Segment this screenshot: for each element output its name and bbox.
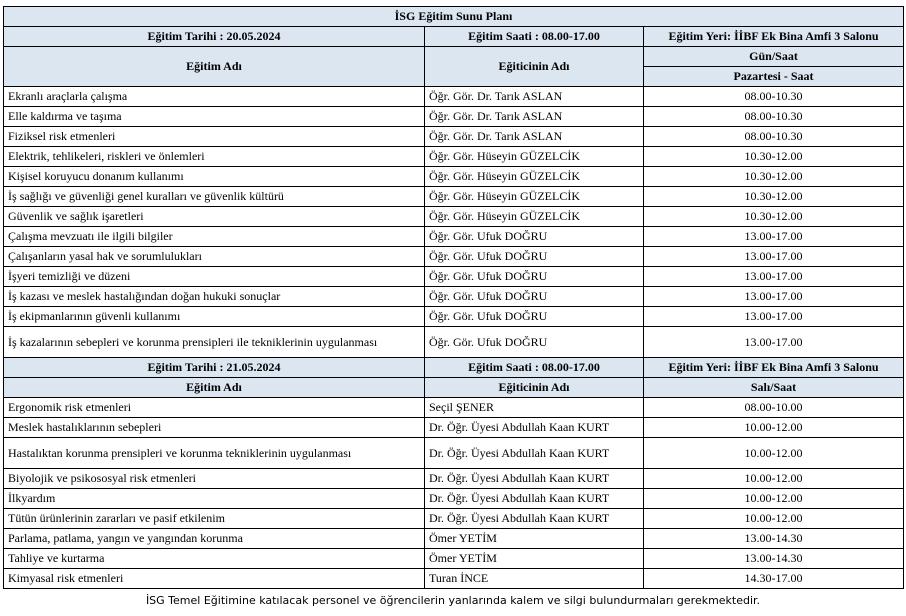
table-row — [4, 569, 904, 589]
training-name-cell: Parlama, patlama, yangın ve yangından korunma — [4, 529, 425, 549]
table-row — [4, 438, 904, 469]
session-1-time: Eğitim Saati : 08.00-17.00 — [425, 27, 644, 47]
plan-title: İSG Eğitim Sunu Planı — [4, 7, 904, 27]
training-name-cell: İş kazalarının sebepleri ve korunma prensipleri ile tekniklerinin uygulanması — [4, 327, 425, 358]
table-row — [4, 469, 904, 489]
session-2-column-header-row — [4, 378, 904, 398]
table-row — [4, 167, 904, 187]
trainer-name-cell: Turan İNCE — [425, 569, 644, 589]
table-row — [4, 87, 904, 107]
training-name-cell: İş ekipmanlarının güvenli kullanımı — [4, 307, 425, 327]
trainer-name-cell: Öğr. Gör. Dr. Tarık ASLAN — [425, 127, 644, 147]
time-slot-cell: 13.00-17.00 — [644, 267, 904, 287]
table-row — [4, 227, 904, 247]
session-2-time: Eğitim Saati : 08.00-17.00 — [425, 358, 644, 378]
session-1-column-header-row — [4, 47, 904, 67]
session-2-place: Eğitim Yeri: İİBF Ek Bina Amfi 3 Salonu — [644, 358, 904, 378]
table-row — [4, 187, 904, 207]
trainer-name-cell: Ömer YETİM — [425, 529, 644, 549]
table-row — [4, 267, 904, 287]
session-2-info-row — [4, 358, 904, 378]
session-2-col-trainer: Eğiticinin Adı — [425, 378, 644, 398]
training-name-cell: Güvenlik ve sağlık işaretleri — [4, 207, 425, 227]
training-name-cell: Kimyasal risk etmenleri — [4, 569, 425, 589]
time-slot-cell: 10.30-12.00 — [644, 167, 904, 187]
training-plan-table — [3, 6, 904, 589]
session-2-col-day-header: Salı/Saat — [644, 378, 904, 398]
training-name-cell: Çalışma mevzuatı ile ilgili bilgiler — [4, 227, 425, 247]
time-slot-cell: 13.00-17.00 — [644, 227, 904, 247]
table-row — [4, 127, 904, 147]
training-name-cell: Elle kaldırma ve taşıma — [4, 107, 425, 127]
session-1-col-day-header: Gün/Saat — [644, 47, 904, 67]
table-row — [4, 247, 904, 267]
trainer-name-cell: Dr. Öğr. Üyesi Abdullah Kaan KURT — [425, 418, 644, 438]
trainer-name-cell: Öğr. Gör. Ufuk DOĞRU — [425, 247, 644, 267]
trainer-name-cell: Seçil ŞENER — [425, 398, 644, 418]
training-name-cell: Ergonomik risk etmenleri — [4, 398, 425, 418]
time-slot-cell: 13.00-17.00 — [644, 287, 904, 307]
training-name-cell: Hastalıktan korunma prensipleri ve korunma tekniklerinin uygulanması — [4, 438, 425, 469]
time-slot-cell: 08.00-10.30 — [644, 127, 904, 147]
time-slot-cell: 13.00-17.00 — [644, 327, 904, 358]
table-row — [4, 147, 904, 167]
time-slot-cell: 10.00-12.00 — [644, 469, 904, 489]
time-slot-cell: 13.00-14.30 — [644, 529, 904, 549]
session-1-rows — [4, 87, 904, 358]
plan-title-row — [4, 7, 904, 27]
table-row — [4, 549, 904, 569]
training-name-cell: Kişisel koruyucu donanım kullanımı — [4, 167, 425, 187]
training-name-cell: İlkyardım — [4, 489, 425, 509]
training-name-cell: Fiziksel risk etmenleri — [4, 127, 425, 147]
trainer-name-cell: Öğr. Gör. Dr. Tarık ASLAN — [425, 107, 644, 127]
time-slot-cell: 13.00-17.00 — [644, 307, 904, 327]
training-name-cell: Biyolojik ve psikososyal risk etmenleri — [4, 469, 425, 489]
training-plan-body — [4, 7, 904, 87]
trainer-name-cell: Öğr. Gör. Hüseyin GÜZELCİK — [425, 187, 644, 207]
table-row — [4, 529, 904, 549]
session-1-date: Eğitim Tarihi : 20.05.2024 — [4, 27, 425, 47]
trainer-name-cell: Öğr. Gör. Ufuk DOĞRU — [425, 327, 644, 358]
table-row — [4, 207, 904, 227]
table-row — [4, 398, 904, 418]
footer-note: İSG Temel Eğitimine katılacak personel ve öğrencilerin yanlarında kalem ve silgi bulundurmaları gerekmektedir. — [145, 594, 761, 607]
time-slot-cell: 10.30-12.00 — [644, 147, 904, 167]
trainer-name-cell: Öğr. Gör. Ufuk DOĞRU — [425, 307, 644, 327]
time-slot-cell: 13.00-14.30 — [644, 549, 904, 569]
training-name-cell: Çalışanların yasal hak ve sorumlulukları — [4, 247, 425, 267]
session-2-col-training: Eğitim Adı — [4, 378, 425, 398]
time-slot-cell: 13.00-17.00 — [644, 247, 904, 267]
table-row — [4, 327, 904, 358]
trainer-name-cell: Dr. Öğr. Üyesi Abdullah Kaan KURT — [425, 489, 644, 509]
time-slot-cell: 10.00-12.00 — [644, 509, 904, 529]
time-slot-cell: 14.30-17.00 — [644, 569, 904, 589]
trainer-name-cell: Dr. Öğr. Üyesi Abdullah Kaan KURT — [425, 438, 644, 469]
trainer-name-cell: Öğr. Gör. Dr. Tarık ASLAN — [425, 87, 644, 107]
table-row — [4, 307, 904, 327]
table-row — [4, 287, 904, 307]
training-name-cell: Tahliye ve kurtarma — [4, 549, 425, 569]
time-slot-cell: 08.00-10.30 — [644, 87, 904, 107]
session-2-rows — [4, 398, 904, 589]
trainer-name-cell: Öğr. Gör. Hüseyin GÜZELCİK — [425, 147, 644, 167]
table-row — [4, 489, 904, 509]
time-slot-cell: 10.00-12.00 — [644, 438, 904, 469]
table-row — [4, 509, 904, 529]
trainer-name-cell: Öğr. Gör. Ufuk DOĞRU — [425, 267, 644, 287]
session-1-col-day-sub: Pazartesi - Saat — [644, 67, 904, 87]
session-1-place: Eğitim Yeri: İİBF Ek Bina Amfi 3 Salonu — [644, 27, 904, 47]
training-name-cell: Ekranlı araçlarla çalışma — [4, 87, 425, 107]
time-slot-cell: 10.30-12.00 — [644, 207, 904, 227]
trainer-name-cell: Öğr. Gör. Ufuk DOĞRU — [425, 227, 644, 247]
time-slot-cell: 10.00-12.00 — [644, 489, 904, 509]
training-name-cell: İşyeri temizliği ve düzeni — [4, 267, 425, 287]
training-name-cell: İş sağlığı ve güvenliği genel kuralları ve güvenlik kültürü — [4, 187, 425, 207]
training-name-cell: İş kazası ve meslek hastalığından doğan hukuki sonuçlar — [4, 287, 425, 307]
training-name-cell: Meslek hastalıklarının sebepleri — [4, 418, 425, 438]
trainer-name-cell: Dr. Öğr. Üyesi Abdullah Kaan KURT — [425, 509, 644, 529]
table-row — [4, 107, 904, 127]
session-1-info-row — [4, 27, 904, 47]
session-1-col-training: Eğitim Adı — [4, 47, 425, 87]
trainer-name-cell: Öğr. Gör. Hüseyin GÜZELCİK — [425, 167, 644, 187]
time-slot-cell: 08.00-10.30 — [644, 107, 904, 127]
training-name-cell: Elektrik, tehlikeleri, riskleri ve önlemleri — [4, 147, 425, 167]
time-slot-cell: 08.00-10.00 — [644, 398, 904, 418]
session-2-date: Eğitim Tarihi : 21.05.2024 — [4, 358, 425, 378]
session-1-col-trainer: Eğiticinin Adı — [425, 47, 644, 87]
trainer-name-cell: Öğr. Gör. Hüseyin GÜZELCİK — [425, 207, 644, 227]
trainer-name-cell: Ömer YETİM — [425, 549, 644, 569]
time-slot-cell: 10.00-12.00 — [644, 418, 904, 438]
trainer-name-cell: Öğr. Gör. Ufuk DOĞRU — [425, 287, 644, 307]
trainer-name-cell: Dr. Öğr. Üyesi Abdullah Kaan KURT — [425, 469, 644, 489]
table-row — [4, 418, 904, 438]
time-slot-cell: 10.30-12.00 — [644, 187, 904, 207]
training-name-cell: Tütün ürünlerinin zararları ve pasif etkilenim — [4, 509, 425, 529]
